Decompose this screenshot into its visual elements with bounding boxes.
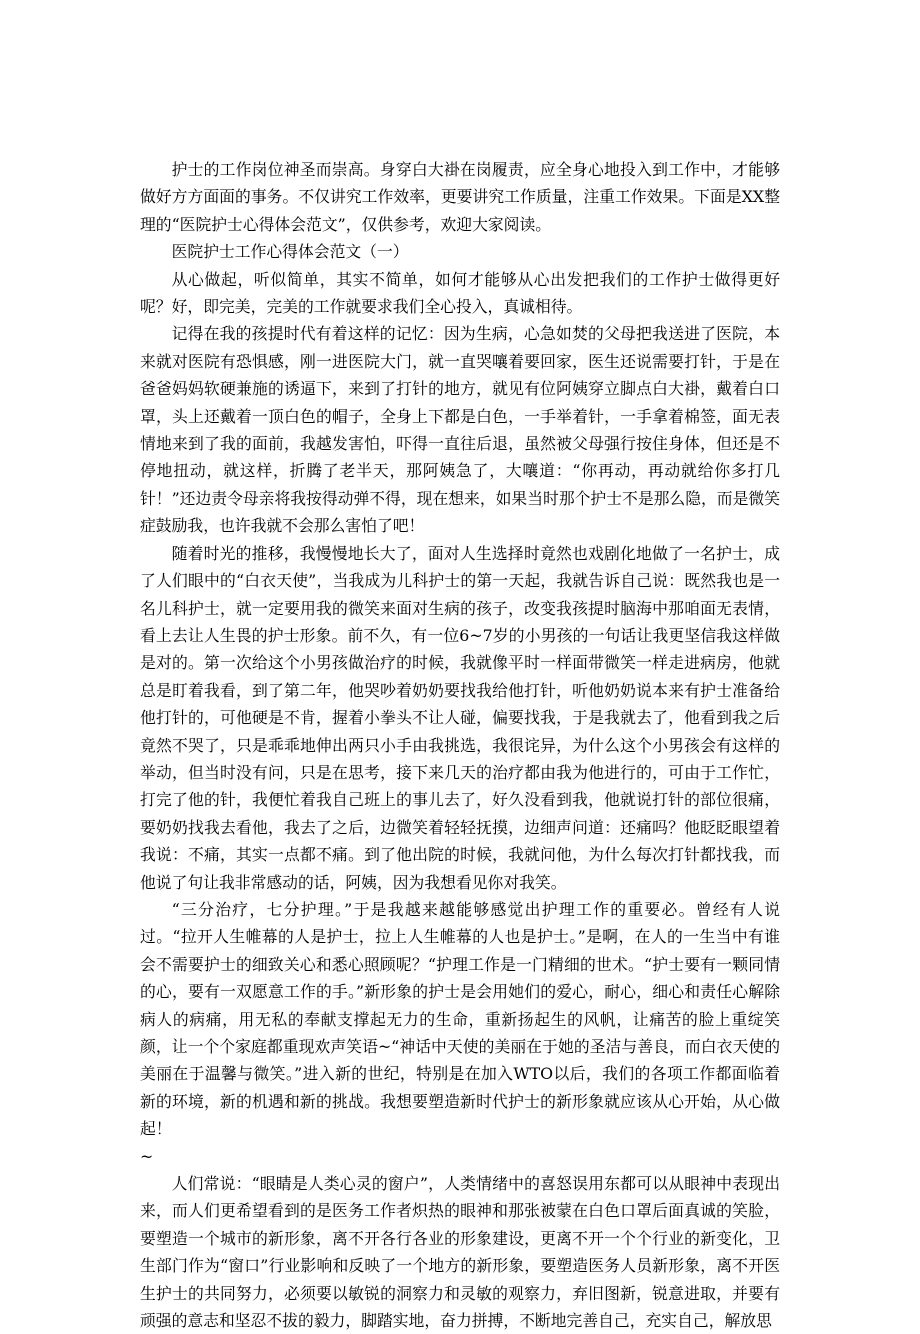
body-paragraph-4: “三分治疗，七分护理。”于是我越来越能够感觉出护理工作的重要必。曾经有人说过。“拉开人生帷幕的人是护士，拉上人生帷幕的人也是护士。”是啊，在人的一生当中有谁会不需要护士的细致关心和悉心照顾呢？“护理工作是一门精细的世术。“护士要有一颗同情的心，要有一双愿意工作的手。”新形象的护士是会用她们的爱心，耐心，细心和责任心解除病人的病痛，用无私的奉献支撑起无力的生命，重新扬起生的风帆，让痛苦的脸上重绽笑颜，让一个个家庭都重现欢声笑语~“神话中天使的美丽在于她的圣洁与善良，而白衣天使的美丽在于温馨与微笑。”进入新的世纪，特别是在加入WTO以后，我们的各项工作都面临着新的环境，新的机遇和新的挑战。我想要塑造新时代护士的新形象就应该从心开始，从心做起！ — [140, 899, 780, 1139]
body-paragraph-2: 记得在我的孩提时代有着这样的记忆：因为生病，心急如焚的父母把我送进了医院，本来就对医院有恐惧感，刚一进医院大门，就一直哭嚷着要回家，医生还说需要打针，于是在爸爸妈妈软硬兼施的诱逼下，来到了打针的地方，就见有位阿姨穿立脚点白大褂，戴着白口罩，头上还戴着一顶白色的帽子，全身上下都是白色，一手举着针，一手拿着棉签，面无表情地来到了我的面前，我越发害怕，吓得一直往后退，虽然被父母强行按住身体，但还是不停地扭动，就这样，折腾了老半天，那阿姨急了，大嚷道：“你再动，再动就给你多打几针！”还边责令母亲将我按得动弹不得，现在想来，如果当时那个护士不是那么隐，而是微笑症鼓励我，也许我就不会那么害怕了吧！ — [140, 324, 780, 536]
section-heading: 医院护士工作心得体会范文（一） — [171, 242, 409, 262]
body-paragraph-1: 从心做起，听似简单，其实不简单，如何才能够从心出发把我们的工作护士做得更好呢？好，即完美，完美的工作就要求我们全心投入，真诚相待。 — [140, 269, 780, 317]
intro-paragraph: 护士的工作岗位神圣而崇高。身穿白大褂在岗履责，应全身心地投入到工作中，才能够做好方方面面的事务。不仅讲究工作效率，更要讲究工作质量，注重工作效果。下面是XX整理的“医院护士心得体会范文”，仅供参考，欢迎大家阅读。 — [140, 160, 780, 234]
body-paragraph-5: 人们常说：“眼睛是人类心灵的窗户”，人类情绪中的喜怒误用东都可以从眼神中表现出来，而人们更希望看到的是医务工作者炽热的眼神和那张被蒙在白色口罩后面真诚的笑脸，要塑造一个城市的新形象，离不开各行各业的形象建设，更离不开一个个行业的新变化，卫生部门作为“窗口”行业影响和反映了一个地方的新形象，要塑造医务人员新形象，离不开医生护士的共同努力，必须要以敏锐的洞察力和灵敏的观察力，弃旧图新，锐意进取，并要有顽强的意志和坚忍不拔的毅力，脚踏实地，奋力拼搏，不断地完善自己，充实自己，解放思 — [140, 1174, 780, 1331]
document-body — [140, 156, 780, 1334]
tilde-mark: ~ — [140, 1146, 154, 1166]
body-paragraph-3: 随着时光的推移，我慢慢地长大了，面对人生选择时竟然也戏剧化地做了一名护士，成了人们眼中的“白衣天使”，当我成为儿科护士的第一天起，我就告诉自己说：既然我也是一名儿科护士，就一定要用我的微笑来面对生病的孩子，改变我孩提时脑海中那咱面无表情，看上去让人生畏的护士形象。前不久，有一位6~7岁的小男孩的一句话让我更坚信我这样做是对的。第一次给这个小男孩做治疗的时候，我就像平时一样面带微笑一样走进病房，他就总是盯着我看，到了第二年，他哭吵着奶奶要找我给他打针，听他奶奶说本来有护士准备给他打针的，可他硬是不肯，握着小拳头不让人碰，偏要找我，于是我就去了，他看到我之后竟然不哭了，只是乖乖地伸出两只小手由我挑选，我很诧异，为什么这个小男孩会有这样的举动，但当时没有问，只是在思考，接下来几天的治疗都由我为他进行的，可由于工作忙，打完了他的针，我便忙着我自己班上的事儿去了，好久没看到我，他就说打针的部位很痛，要奶奶找我去看他，我去了之后，边微笑着轻轻抚摸，边细声问道：还痛吗？他眨眨眼望着我说：不痛，其实一点都不痛。到了他出院的时候，我就问他，为什么每次打针都找我，而他说了句让我非常感动的话，阿姨，因为我想看见你对我笑。 — [140, 543, 780, 892]
